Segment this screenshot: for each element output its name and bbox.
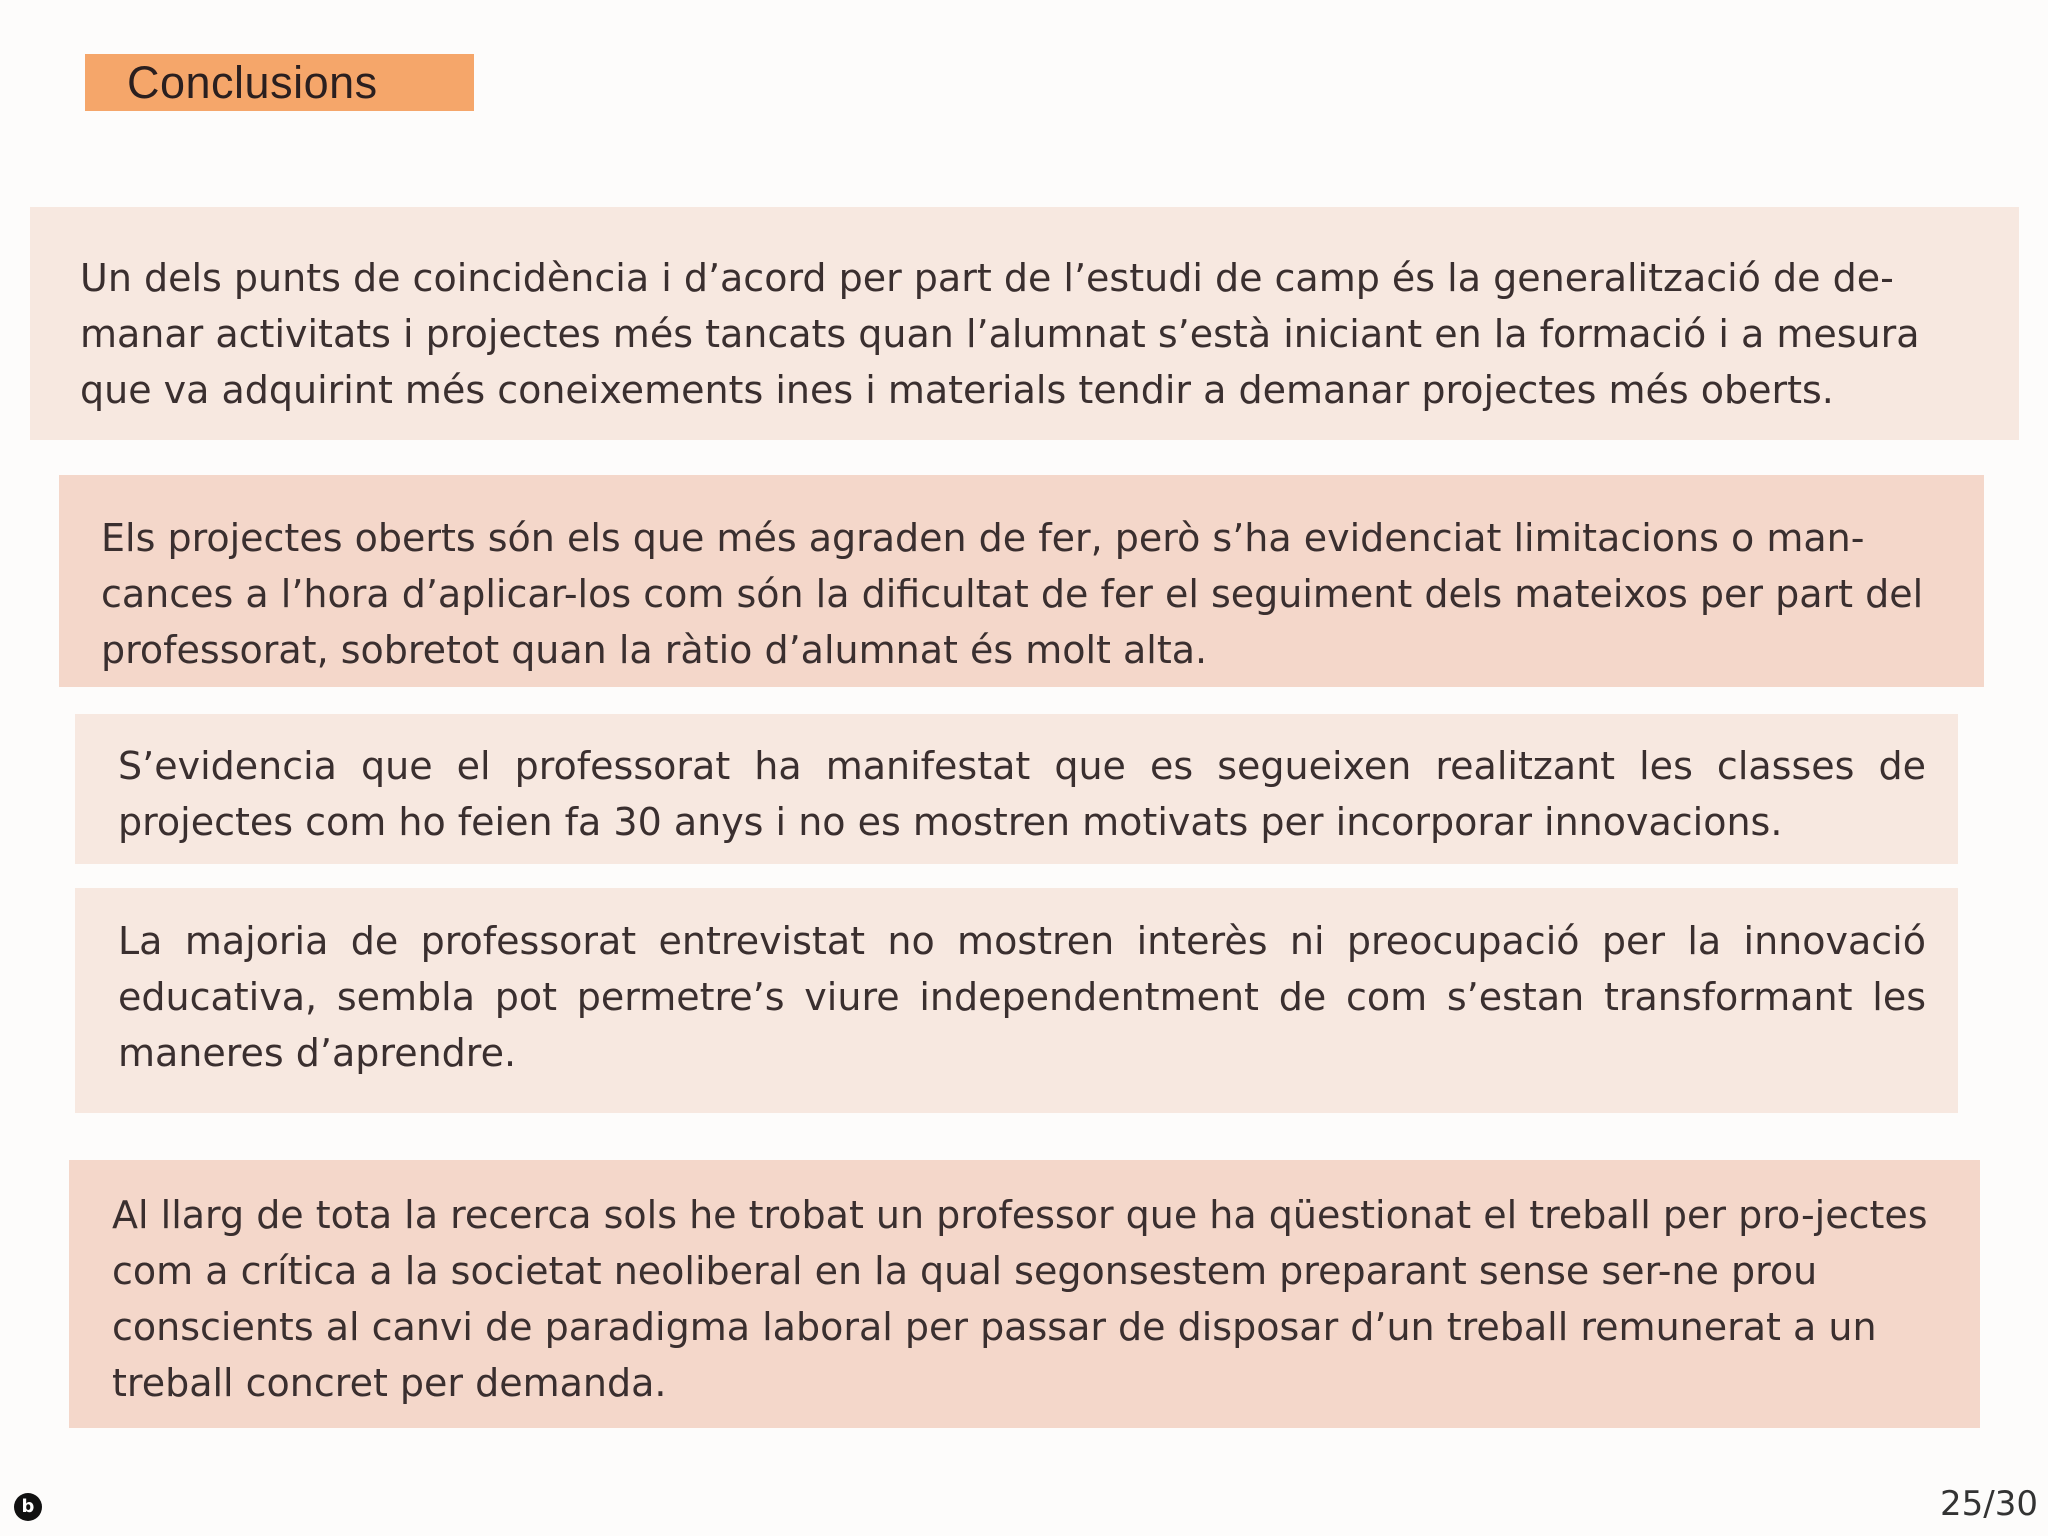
- conclusion-box-5: [69, 1160, 1980, 1428]
- conclusion-text-4: La majoria de professorat entrevistat no mostren interès ni preocupació per la innovació educativa, sembla pot permetre’s viure independentment de com s’estan transformant les maneres d’aprendre.: [118, 919, 1926, 1075]
- conclusion-text-3: S’evidencia que el professorat ha manifestat que es segueixen realitzant les classes de projectes com ho feien fa 30 anys i no es mostren motivats per incorporar innovacions.: [118, 744, 1926, 844]
- conclusion-text-5: Al llarg de tota la recerca sols he trobat un professor que ha qüestionat el treball per pro-jectes com a crítica a la societat neoliberal en la qual segonsestem preparant sense ser-ne prou conscients al canvi de paradigma laboral per passar de disposar d’un treball remunerat a un treball concret per demanda.: [112, 1193, 1928, 1405]
- conclusion-text-2: Els projectes oberts són els que més agraden de fer, però s’ha evidenciat limitacions o man-cances a l’hora d’aplicar-los com són la dificultat de fer el seguiment dels mateixos per part del professorat, sobretot quan la ràtio d’alumnat és molt alta.: [101, 516, 1924, 672]
- page-number: 25/30: [1940, 1484, 2038, 1524]
- conclusion-text-1: Un dels punts de coincidència i d’acord per part de l’estudi de camp és la generalització de de-manar activitats i projectes més tancats quan l’alumnat s’està iniciant en la formació i a mesura que va adquirint més coneixements ines i materials tendir a demanar projectes més oberts.: [80, 256, 1920, 412]
- conclusion-box-4: [75, 888, 1958, 1113]
- slide-title-tab: [85, 54, 474, 111]
- conclusion-box-3: [75, 714, 1958, 864]
- b-circle-icon: b: [14, 1493, 42, 1521]
- conclusion-box-2: [59, 475, 1984, 687]
- conclusion-box-1: [30, 207, 2019, 440]
- slide-title: Conclusions: [127, 56, 378, 108]
